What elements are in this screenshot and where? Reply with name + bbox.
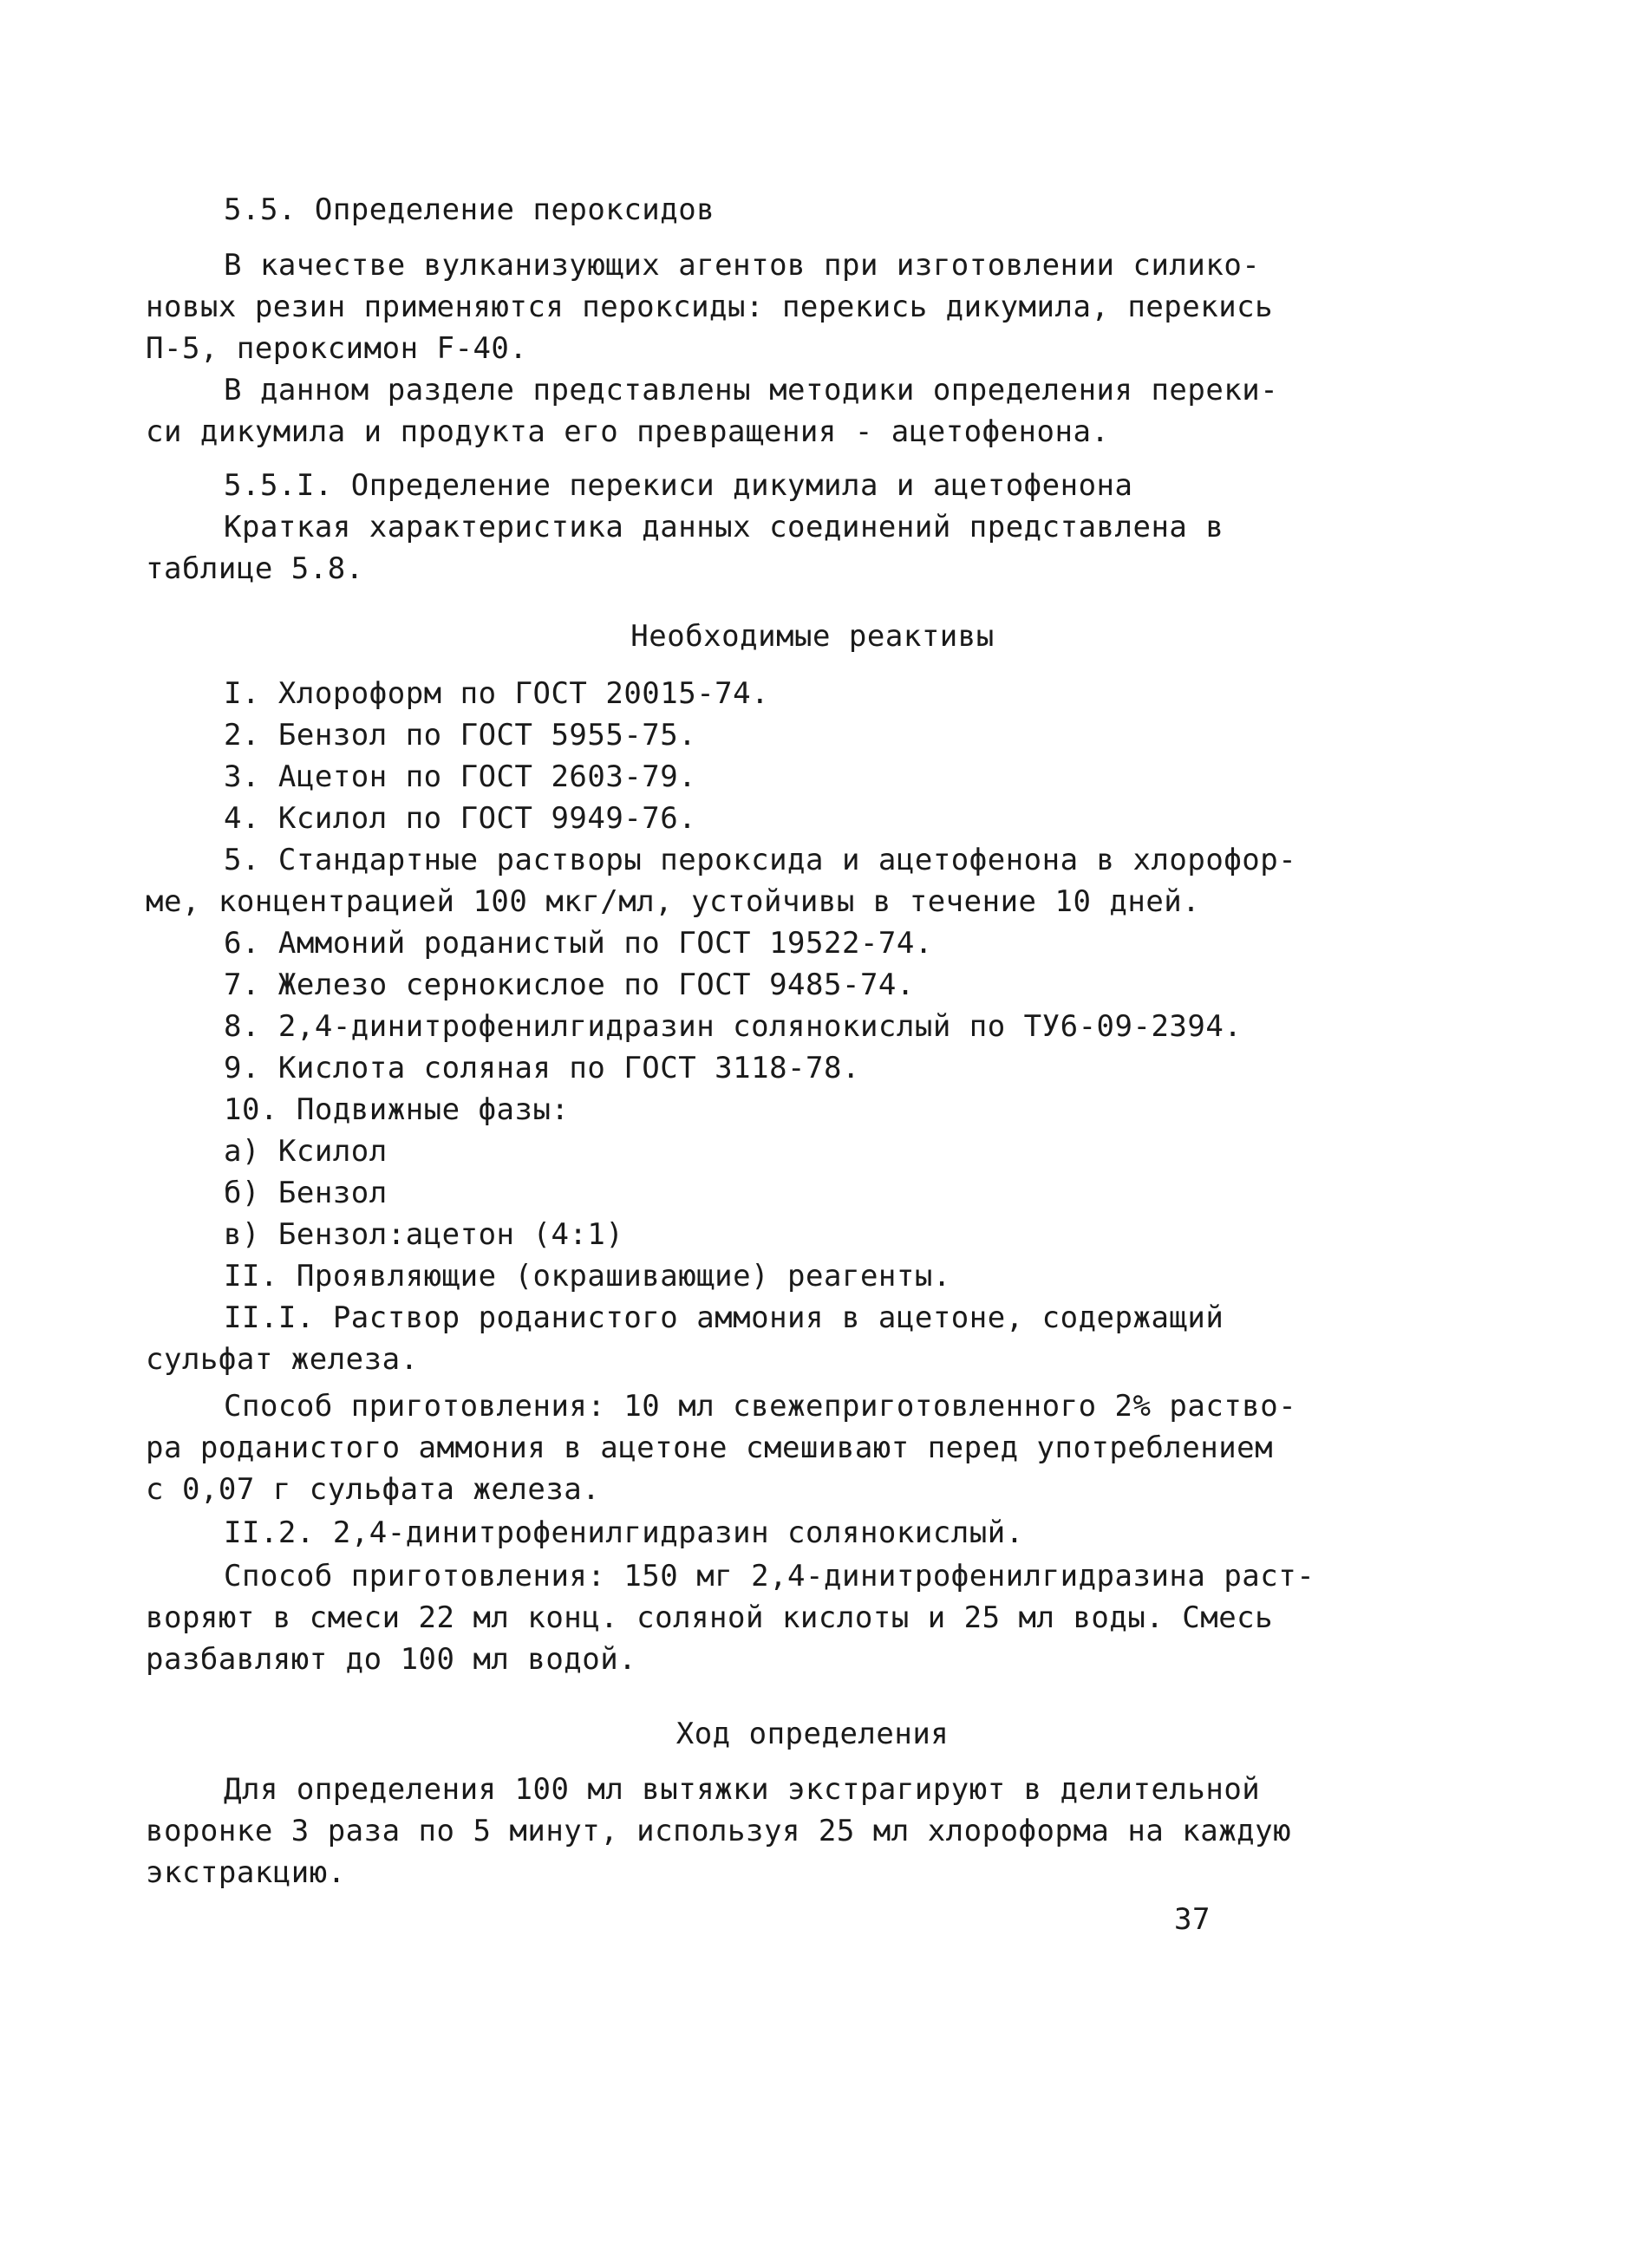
intro-line: новых резин применяются пероксиды: перекись дикумила, перекись xyxy=(146,290,1274,324)
procedure-heading: Ход определения xyxy=(675,1717,950,1751)
reagent-line: 3. Ацетон по ГОСТ 2603-79. xyxy=(224,759,697,794)
reagent-line: в) Бензол:ацетон (4:1) xyxy=(224,1217,624,1252)
intro-line: си дикумила и продукта его превращения - ацетофенона. xyxy=(146,414,1110,449)
reagent-line: 8. 2,4-динитрофенилгидразин солянокислый по ТУ6-09-2394. xyxy=(224,1009,1243,1044)
reagent-line: 10. Подвижные фазы: xyxy=(224,1092,570,1127)
reagent-line: 2. Бензол по ГОСТ 5955-75. xyxy=(224,718,697,753)
intro-line: В качестве вулканизующих агентов при изготовлении силико- xyxy=(224,248,1261,283)
reagent-line: 5. Стандартные растворы пероксида и ацетофенона в хлорофор- xyxy=(224,843,1297,877)
reagent-line: II. Проявляющие (окрашивающие) реагенты. xyxy=(224,1259,951,1294)
procedure-line: экстракцию. xyxy=(146,1855,346,1890)
reagent-line: ра роданистого аммония в ацетоне смешивают перед употреблением xyxy=(146,1431,1274,1465)
procedure-line: Для определения 100 мл вытяжки экстрагируют в делительной xyxy=(224,1772,1261,1807)
reagent-line: б) Бензол xyxy=(224,1176,388,1210)
reagent-line: воряют в смеси 22 мл конц. соляной кислоты и 25 мл воды. Смесь xyxy=(146,1600,1274,1635)
reagent-line: с 0,07 г сульфата железа. xyxy=(146,1472,601,1507)
reagent-line: сульфат железа. xyxy=(146,1342,419,1377)
reagent-line: 9. Кислота соляная по ГОСТ 3118-78. xyxy=(224,1051,860,1085)
subsection-line: Краткая характеристика данных соединений представлена в xyxy=(224,510,1224,544)
reagent-line: разбавляют до 100 мл водой. xyxy=(146,1642,637,1677)
subsection-line: таблице 5.8. xyxy=(146,551,364,586)
reagent-line: а) Ксилол xyxy=(224,1134,388,1169)
reagent-line: Способ приготовления: 150 мг 2,4-динитрофенилгидразина раст- xyxy=(224,1559,1315,1593)
section-heading: 5.5. Определение пероксидов xyxy=(224,192,715,227)
reagent-line: II.2. 2,4-динитрофенилгидразин солянокислый. xyxy=(224,1515,1024,1550)
subsection-heading: 5.5.I. Определение перекиси дикумила и ацетофенона xyxy=(224,468,1133,503)
reagent-line: 6. Аммоний роданистый по ГОСТ 19522-74. xyxy=(224,926,933,961)
intro-line: П-5, пероксимон F-40. xyxy=(146,331,528,366)
reagent-line: 4. Ксилол по ГОСТ 9949-76. xyxy=(224,801,697,836)
procedure-line: воронке 3 раза по 5 минут, используя 25 мл хлороформа на каждую xyxy=(146,1814,1292,1848)
reagent-line: ме, концентрацией 100 мкг/мл, устойчивы в течение 10 дней. xyxy=(146,884,1201,919)
reagent-line: II.I. Раствор роданистого аммония в ацетоне, содержащий xyxy=(224,1300,1224,1335)
reagent-line: Способ приготовления: 10 мл свежеприготовленного 2% раство- xyxy=(224,1389,1297,1424)
intro-line: В данном разделе представлены методики определения переки- xyxy=(224,373,1279,407)
reagent-line: 7. Железо сернокислое по ГОСТ 9485-74. xyxy=(224,968,915,1002)
reagents-heading: Необходимые реактивы xyxy=(630,619,995,654)
reagent-line: I. Хлороформ по ГОСТ 20015-74. xyxy=(224,676,770,711)
page-number: 37 xyxy=(1174,1902,1211,1937)
